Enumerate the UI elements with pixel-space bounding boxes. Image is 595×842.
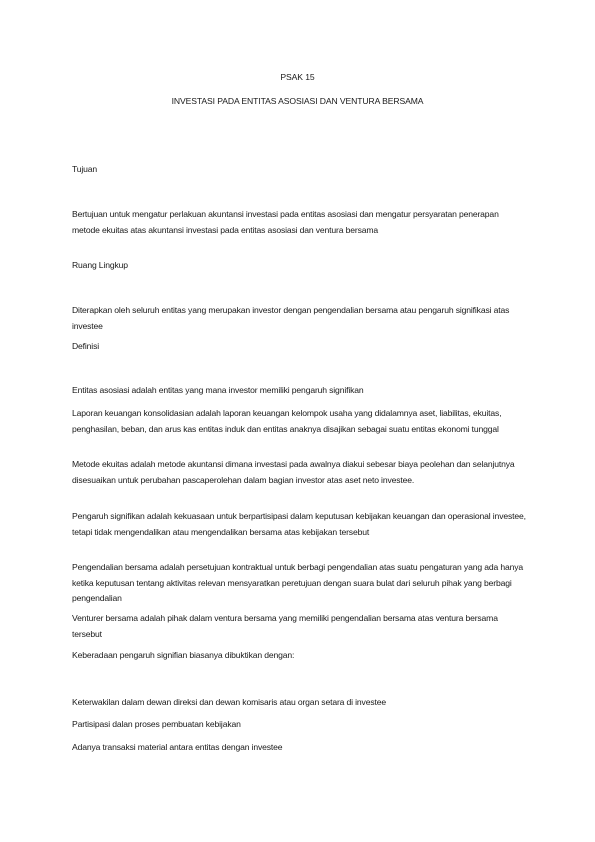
definition-venturer-bersama: Venturer bersama adalah pihak dalam ventura bersama yang memiliki pengendalian bersama atas ventura bersama tersebut (72, 613, 498, 639)
heading-tujuan: Tujuan (72, 164, 98, 174)
heading-ruang-lingkup: Ruang Lingkup (72, 260, 128, 270)
definition-laporan-konsolidasian: Laporan keuangan konsolidasian adalah laporan keuangan kelompok usaha yang didalamnya aset, liabilitas, ekuitas, penghasilan, beban, dan arus kas entitas induk dan entitas anaknya disajikan sebagai suatu entitas ekonomi tunggal (72, 408, 502, 434)
paragraph-ruang-lingkup: Diterapkan oleh seluruh entitas yang merupakan investor dengan pengendalian bersama atau pengaruh signifikasi atas investee (72, 305, 510, 331)
document-title: INVESTASI PADA ENTITAS ASOSIASI DAN VENTURA BERSAMA (171, 96, 424, 106)
definition-pengendalian-bersama: Pengendalian bersama adalah persetujuan kontraktual untuk berbagi pengendalian atas suatu pengaturan yang ada hanya ketika keputusan tentang aktivitas relevan mensyaratkan peretujuan dengan suara bulat dari seluruh pihak yang berbagi pengendalian (72, 562, 523, 603)
document-code: PSAK 15 (280, 72, 315, 82)
definition-metode-ekuitas: Metode ekuitas adalah metode akuntansi dimana investasi pada awalnya diakui sebesar biaya peolehan dan selanjutnya disesuaikan untuk perubahan pascaperolehan dalam bagian investor atas aset neto investee. (72, 459, 515, 485)
heading-definisi: Definisi (72, 341, 99, 351)
definition-entitas-asosiasi: Entitas asosiasi adalah entitas yang mana investor memiliki pengaruh signifikan (72, 385, 364, 395)
list-item-partisipasi: Partisipasi dalan proses pembuatan kebijakan (72, 719, 241, 729)
paragraph-keberadaan: Keberadaan pengaruh signifian biasanya dibuktikan dengan: (72, 650, 295, 660)
list-item-transaksi: Adanya transaksi material antara entitas dengan investee (72, 742, 283, 752)
definition-pengaruh-signifikan: Pengaruh signifikan adalah kekuasaan untuk berpartisipasi dalam keputusan kebijakan keuangan dan operasional investee, tetapi tidak mengendalikan atau mengendalikan bersama atas kebijakan tersebut (72, 511, 526, 537)
list-item-keterwakilan: Keterwakilan dalam dewan direksi dan dewan komisaris atau organ setara di investee (72, 697, 386, 707)
paragraph-tujuan: Bertujuan untuk mengatur perlakuan akuntansi investasi pada entitas asosiasi dan mengatur persyaratan penerapan metode ekuitas atas akuntansi investasi pada entitas asosiasi dan ventura bersama (72, 209, 499, 235)
